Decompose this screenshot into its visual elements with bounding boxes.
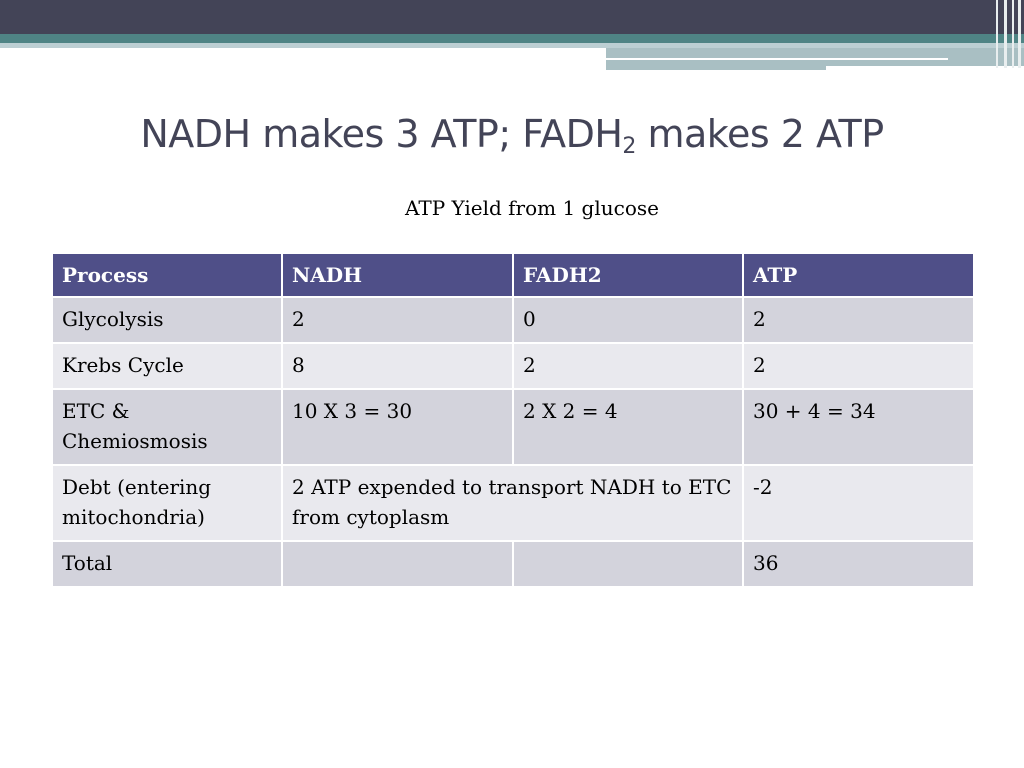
atp-yield-table	[51, 252, 975, 588]
table-cell: 2	[282, 297, 513, 343]
table-cell: 2	[743, 297, 974, 343]
header-band-strip	[606, 48, 1024, 66]
header-cell-atp: ATP	[743, 253, 974, 297]
table-cell: -2	[743, 465, 974, 541]
header-vertical-bar	[1004, 0, 1007, 68]
table-cell	[282, 541, 513, 587]
table-row	[52, 541, 974, 587]
header-cell-fadh2: FADH2	[513, 253, 743, 297]
table-cell: 36	[743, 541, 974, 587]
header-vertical-bar	[1012, 0, 1014, 68]
table-cell: 0	[513, 297, 743, 343]
header-band-line	[606, 66, 826, 70]
table-caption: ATP Yield from 1 glucose	[405, 196, 659, 220]
table-cell: 8	[282, 343, 513, 389]
header-vertical-bar	[1018, 0, 1021, 68]
header-cell-process: Process	[52, 253, 282, 297]
table-cell: 30 + 4 = 34	[743, 389, 974, 465]
table-cell: Debt (entering mitochondria)	[52, 465, 282, 541]
table-cell: Total	[52, 541, 282, 587]
table-row	[52, 465, 974, 541]
table-cell: 2 X 2 = 4	[513, 389, 743, 465]
table-cell: ETC & Chemiosmosis	[52, 389, 282, 465]
header-band-line	[606, 58, 948, 60]
table-row	[52, 343, 974, 389]
table-cell: 10 X 3 = 30	[282, 389, 513, 465]
slide-title-main: NADH makes 3 ATP; FADH	[140, 112, 623, 156]
header-band-dark	[0, 0, 1024, 34]
table-cell: Krebs Cycle	[52, 343, 282, 389]
table-cell	[513, 541, 743, 587]
table-row	[52, 297, 974, 343]
table-cell-merged: 2 ATP expended to transport NADH to ETC from cytoplasm	[282, 465, 743, 541]
slide-title-end: makes 2 ATP	[635, 112, 884, 156]
table-cell: Glycolysis	[52, 297, 282, 343]
slide-title-subscript: 2	[622, 134, 636, 159]
table-cell: 2	[743, 343, 974, 389]
header-band-teal	[0, 34, 1024, 43]
header-cell-nadh: NADH	[282, 253, 513, 297]
table-row	[52, 389, 974, 465]
header-vertical-bar	[996, 0, 998, 68]
table-header-row	[52, 253, 974, 297]
slide-title	[0, 112, 1024, 159]
table-cell: 2	[513, 343, 743, 389]
